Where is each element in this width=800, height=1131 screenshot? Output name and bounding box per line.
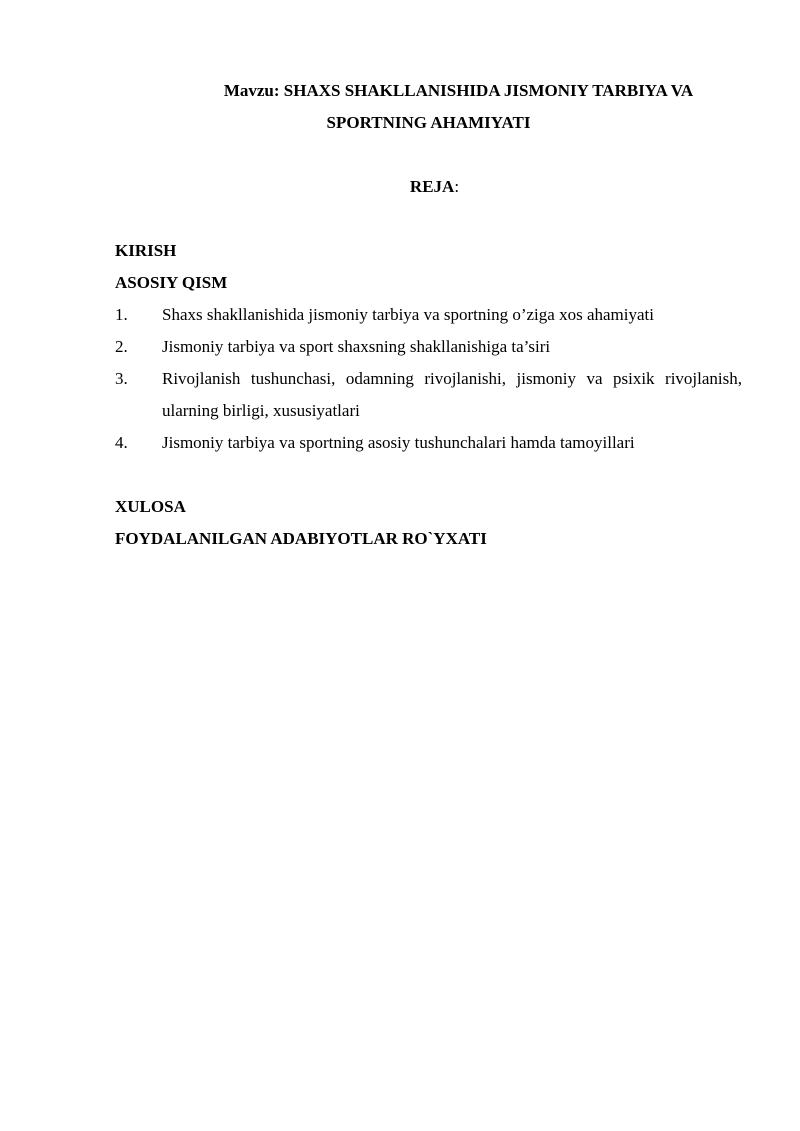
plan-item-number: 1. [115, 305, 128, 324]
title-line-1: Mavzu: SHAXS SHAKLLANISHIDA JISMONIY TARBIYA VA [223, 81, 694, 100]
plan-item-1 [115, 299, 742, 331]
plan-item-number: 2. [115, 337, 128, 356]
references-heading: FOYDALANILGAN ADABIYOTLAR RO`YXATI [115, 529, 487, 548]
plan-item-number: 3. [115, 369, 128, 388]
conclusion-heading: XULOSA [115, 497, 186, 516]
plan-item-3 [115, 363, 742, 427]
plan-item-text: Jismoniy tarbiya va sportning asosiy tushunchalari hamda tamoyillari [162, 433, 635, 452]
title-line-2: SPORTNING AHAMIYATI [326, 113, 531, 132]
plan-item-number: 4. [115, 433, 128, 452]
plan-heading-label: REJA [409, 177, 455, 196]
plan-list [115, 299, 742, 459]
plan-heading-colon: : [454, 177, 460, 196]
document-title [115, 75, 742, 139]
main-part-heading: ASOSIY QISM [115, 273, 228, 292]
plan-item-text: Shaxs shakllanishida jismoniy tarbiya va sportning o’ziga xos ahamiyati [162, 305, 654, 324]
plan-item-text: Rivojlanish tushunchasi, odamning rivojlanishi, jismoniy va psixik rivojlanish, ularning birligi, xususiyatlari [162, 369, 742, 420]
plan-item-4 [115, 427, 742, 459]
plan-item-text: Jismoniy tarbiya va sport shaxsning shakllanishiga ta’siri [162, 337, 551, 356]
plan-item-2 [115, 331, 742, 363]
plan-heading [115, 171, 742, 203]
intro-heading: KIRISH [115, 241, 177, 260]
